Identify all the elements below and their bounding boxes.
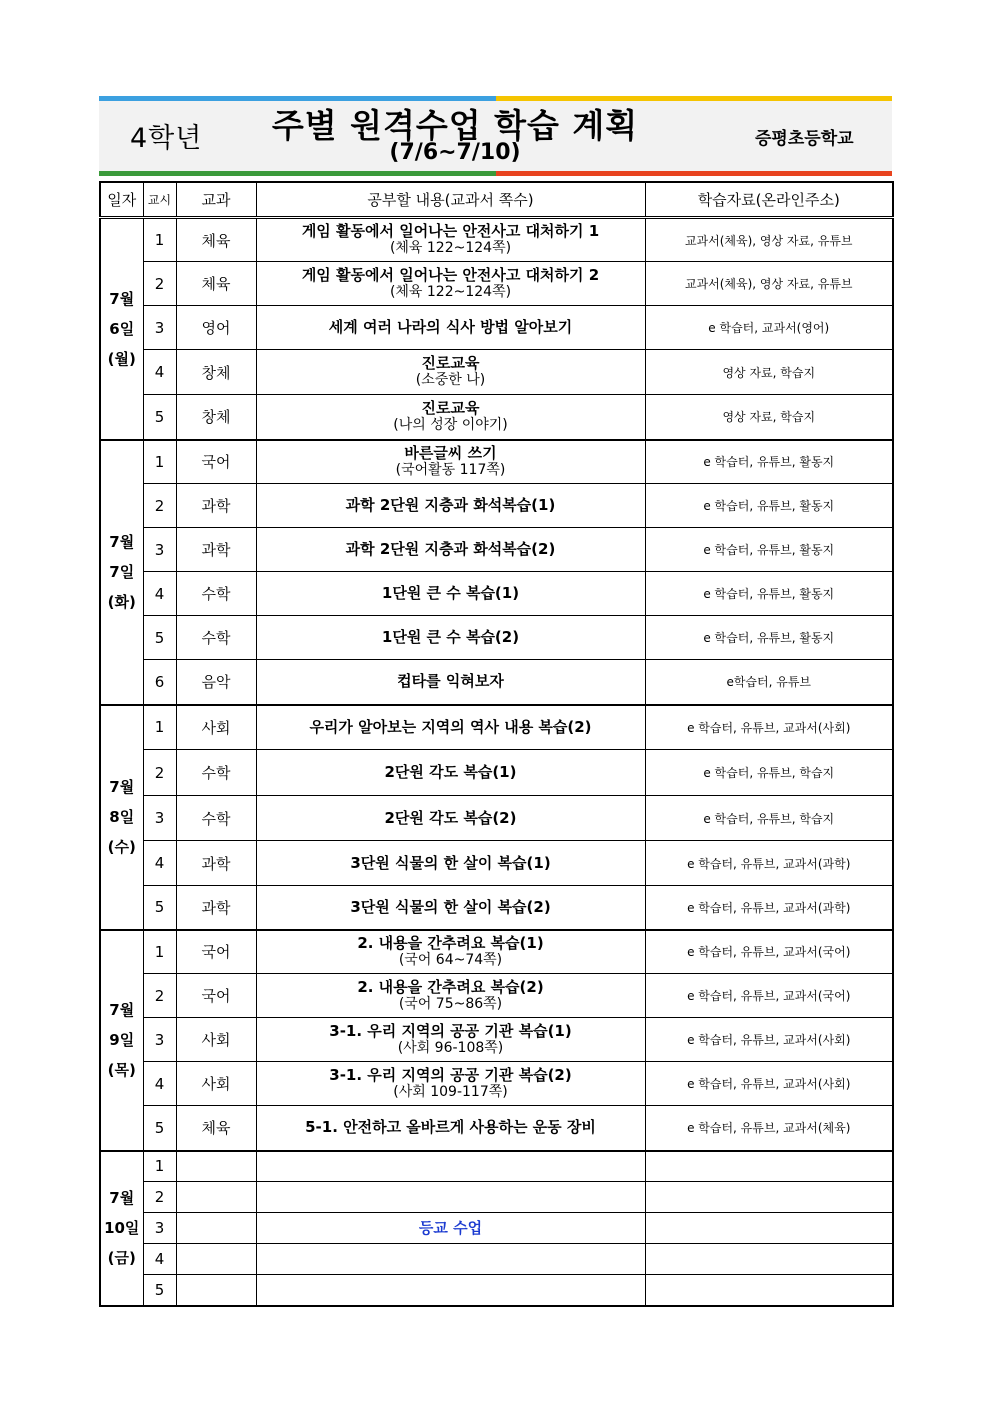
content-main: 과학 2단원 지층과 화석복습(1) — [345, 496, 556, 514]
stripe-bottom-left — [99, 171, 496, 176]
table-row — [100, 750, 893, 796]
stripe-bottom-right — [496, 171, 892, 176]
subject-cell: 과학 — [176, 528, 256, 572]
content-cell — [256, 616, 645, 660]
subject-cell: 과학 — [176, 484, 256, 528]
content-cell — [256, 440, 645, 484]
subject-cell — [176, 1275, 256, 1306]
table-row — [100, 841, 893, 886]
col-subject-header: 교과 — [176, 182, 256, 218]
content-main: 2단원 각도 복습(1) — [384, 763, 517, 781]
in-person-class-note: 등교 수업 — [256, 1213, 645, 1244]
table-row — [100, 484, 893, 528]
schedule-body — [100, 218, 893, 1306]
content-main: 게임 활동에서 일어나는 안전사고 대처하기 2 — [301, 265, 600, 284]
content-cell — [256, 350, 645, 395]
content-main: 진로교육 — [421, 354, 480, 372]
subject-cell: 국어 — [176, 440, 256, 484]
content-pages: (사회 96-108쪽) — [397, 1039, 504, 1056]
table-header-row — [100, 182, 893, 218]
content-pages: (소중한 나) — [415, 372, 486, 388]
content-main: 3단원 식물의 한 살이 복습(1) — [350, 853, 551, 872]
content-cell — [256, 1018, 645, 1062]
content-cell — [256, 750, 645, 796]
content-pages: (나의 성장 이야기) — [393, 416, 508, 433]
table-row — [100, 1213, 893, 1244]
content-cell — [256, 1151, 645, 1182]
resources-cell — [645, 1275, 893, 1306]
content-pages: (체육 122~124쪽) — [389, 283, 512, 300]
period-cell: 5 — [143, 616, 176, 660]
resources-cell: e 학습터, 유튜브, 교과서(사회) — [645, 1018, 893, 1062]
date-line: 7월 — [109, 1001, 135, 1019]
content-main: 3-1. 우리 지역의 공공 기관 복습(2) — [329, 1065, 572, 1084]
content-pages: (체육 122~124쪽) — [389, 240, 512, 256]
subject-cell — [176, 1244, 256, 1275]
date-line: (화) — [107, 593, 136, 611]
table-row — [100, 350, 893, 395]
content-main: 5-1. 안전하고 올바르게 사용하는 운동 장비 — [305, 1118, 596, 1137]
table-row — [100, 395, 893, 440]
table-row — [100, 1151, 893, 1182]
resources-cell: e 학습터, 유튜브, 교과서(사회) — [645, 1062, 893, 1106]
content-cell — [256, 528, 645, 572]
table-row — [100, 660, 893, 705]
col-period-header: 교시 — [143, 182, 176, 218]
resources-cell: e 학습터, 유튜브, 교과서(국어) — [645, 930, 893, 974]
content-main: 3단원 식물의 한 살이 복습(2) — [350, 897, 551, 916]
resources-cell: 영상 자료, 학습지 — [645, 395, 893, 440]
subject-cell: 창체 — [176, 350, 256, 395]
table-row — [100, 218, 893, 262]
table-row — [100, 1062, 893, 1106]
resources-cell: e 학습터, 유튜브, 활동지 — [645, 616, 893, 660]
table-row — [100, 1018, 893, 1062]
date-line: 10일 — [104, 1219, 140, 1237]
resources-cell: e 학습터, 유튜브, 교과서(체육) — [645, 1106, 893, 1151]
content-main: 1단원 큰 수 복습(2) — [381, 628, 520, 646]
content-main: 2단원 각도 복습(2) — [384, 808, 517, 827]
resources-cell: e 학습터, 유튜브, 활동지 — [645, 572, 893, 616]
resources-cell: 교과서(체육), 영상 자료, 유튜브 — [645, 218, 893, 262]
date-line: (목) — [107, 1061, 136, 1079]
date-line: 7월 — [109, 778, 135, 796]
subject-cell: 수학 — [176, 796, 256, 841]
date-line: 7월 — [109, 1189, 135, 1207]
subject-cell: 수학 — [176, 750, 256, 796]
content-main: 2. 내용을 간추려요 복습(1) — [357, 933, 544, 952]
content-cell — [256, 660, 645, 705]
resources-cell — [645, 1151, 893, 1182]
period-cell: 4 — [143, 841, 176, 886]
period-cell: 3 — [143, 1213, 176, 1244]
resources-cell: 영상 자료, 학습지 — [645, 350, 893, 395]
resources-cell: e 학습터, 유튜브, 교과서(과학) — [645, 886, 893, 930]
period-cell: 2 — [143, 750, 176, 796]
subject-cell: 음악 — [176, 660, 256, 705]
period-cell: 5 — [143, 1275, 176, 1306]
date-line: (금) — [107, 1249, 136, 1267]
period-cell: 3 — [143, 796, 176, 841]
content-cell — [256, 1244, 645, 1275]
subject-cell: 체육 — [176, 1106, 256, 1151]
period-cell: 1 — [143, 440, 176, 484]
content-main: 컵타를 익혀보자 — [397, 672, 504, 691]
table-row — [100, 440, 893, 484]
table-row — [100, 616, 893, 660]
content-pages: (국어 75~86쪽) — [398, 995, 503, 1012]
period-cell: 2 — [143, 484, 176, 528]
content-cell — [256, 974, 645, 1018]
period-cell: 1 — [143, 218, 176, 262]
resources-cell: e 학습터, 유튜브, 교과서(국어) — [645, 974, 893, 1018]
subject-cell — [176, 1151, 256, 1182]
table-row — [100, 572, 893, 616]
resources-cell: e 학습터, 유튜브, 학습지 — [645, 796, 893, 841]
period-cell: 3 — [143, 528, 176, 572]
period-cell: 4 — [143, 572, 176, 616]
col-content-header: 공부할 내용(교과서 쪽수) — [256, 182, 645, 218]
content-main: 1단원 큰 수 복습(1) — [381, 584, 520, 602]
resources-cell — [645, 1213, 893, 1244]
resources-cell: e 학습터, 유튜브, 활동지 — [645, 440, 893, 484]
schedule-table — [99, 181, 894, 1307]
date-line: (월) — [107, 349, 136, 368]
subject-cell: 사회 — [176, 1062, 256, 1106]
period-cell: 5 — [143, 395, 176, 440]
resources-cell: e 학습터, 유튜브, 교과서(사회) — [645, 705, 893, 750]
period-cell: 1 — [143, 1151, 176, 1182]
col-date-header: 일자 — [100, 182, 143, 218]
content-cell — [256, 395, 645, 440]
content-cell — [256, 930, 645, 974]
table-row — [100, 528, 893, 572]
date-cell — [100, 705, 143, 930]
date-line: (수) — [107, 838, 136, 856]
content-cell — [256, 1182, 645, 1213]
period-cell: 2 — [143, 262, 176, 306]
content-pages: (사회 109-117쪽) — [393, 1083, 508, 1100]
subject-cell: 수학 — [176, 616, 256, 660]
content-cell — [256, 1275, 645, 1306]
table-row — [100, 974, 893, 1018]
content-main: 바른글씨 쓰기 — [404, 443, 497, 462]
date-line: 6일 — [109, 319, 135, 338]
date-line: 7월 — [109, 533, 135, 551]
table-row — [100, 796, 893, 841]
period-cell: 5 — [143, 1106, 176, 1151]
content-main: 우리가 알아보는 지역의 역사 내용 복습(2) — [309, 717, 592, 736]
resources-cell — [645, 1182, 893, 1213]
subject-cell: 국어 — [176, 930, 256, 974]
table-row — [100, 705, 893, 750]
table-row — [100, 1182, 893, 1213]
resources-cell — [645, 1244, 893, 1275]
content-main: 3-1. 우리 지역의 공공 기관 복습(1) — [329, 1021, 572, 1040]
date-line: 9일 — [109, 1031, 135, 1049]
period-cell: 6 — [143, 660, 176, 705]
resources-cell: 교과서(체육), 영상 자료, 유튜브 — [645, 262, 893, 306]
school-name: 증평초등학교 — [755, 129, 854, 149]
content-cell — [256, 705, 645, 750]
subject-cell: 체육 — [176, 218, 256, 262]
date-line: 8일 — [109, 808, 135, 826]
content-cell — [256, 572, 645, 616]
subject-cell: 과학 — [176, 886, 256, 930]
date-line: 7일 — [109, 563, 135, 581]
table-row — [100, 262, 893, 306]
content-main: 세계 여러 나라의 식사 방법 알아보기 — [328, 318, 573, 336]
period-cell: 4 — [143, 1062, 176, 1106]
page-title: 주별 원격수업 학습 계획 — [271, 106, 639, 145]
period-cell: 4 — [143, 350, 176, 395]
content-cell — [256, 262, 645, 306]
subject-cell: 사회 — [176, 705, 256, 750]
content-cell — [256, 484, 645, 528]
subject-cell — [176, 1182, 256, 1213]
period-cell: 3 — [143, 306, 176, 350]
table-row — [100, 930, 893, 974]
col-resources-header: 학습자료(온라인주소) — [645, 182, 893, 218]
table-row — [100, 1106, 893, 1151]
content-main: 게임 활동에서 일어나는 안전사고 대처하기 1 — [301, 222, 600, 240]
resources-cell: e 학습터, 유튜브, 활동지 — [645, 484, 893, 528]
content-pages: (국어활동 117쪽) — [395, 461, 506, 478]
content-main: 진로교육 — [421, 398, 480, 417]
table-row — [100, 886, 893, 930]
table-row — [100, 306, 893, 350]
content-cell — [256, 886, 645, 930]
table-row — [100, 1244, 893, 1275]
table-row — [100, 1275, 893, 1306]
resources-cell: e 학습터, 유튜브, 학습지 — [645, 750, 893, 796]
date-cell — [100, 218, 143, 440]
period-cell: 1 — [143, 930, 176, 974]
resources-cell: e 학습터, 유튜브, 활동지 — [645, 528, 893, 572]
resources-cell: e 학습터, 유튜브, 교과서(과학) — [645, 841, 893, 886]
content-pages: (국어 64~74쪽) — [398, 951, 503, 968]
period-cell: 1 — [143, 705, 176, 750]
date-cell — [100, 1151, 143, 1306]
content-cell — [256, 841, 645, 886]
date-line: 7월 — [109, 289, 135, 308]
content-cell — [256, 796, 645, 841]
subject-cell: 사회 — [176, 1018, 256, 1062]
content-main: 과학 2단원 지층과 화석복습(2) — [345, 540, 556, 558]
date-range: (7/6~7/10) — [389, 140, 521, 165]
grade-label: 4학년 — [130, 123, 203, 154]
content-cell — [256, 218, 645, 262]
content-cell — [256, 1062, 645, 1106]
subject-cell — [176, 1213, 256, 1244]
subject-cell: 체육 — [176, 262, 256, 306]
period-cell: 2 — [143, 1182, 176, 1213]
resources-cell: e 학습터, 교과서(영어) — [645, 306, 893, 350]
resources-cell: e학습터, 유튜브 — [645, 660, 893, 705]
period-cell: 4 — [143, 1244, 176, 1275]
subject-cell: 국어 — [176, 974, 256, 1018]
content-cell — [256, 306, 645, 350]
date-cell — [100, 440, 143, 705]
date-cell — [100, 930, 143, 1151]
subject-cell: 창체 — [176, 395, 256, 440]
content-cell — [256, 1106, 645, 1151]
period-cell: 5 — [143, 886, 176, 930]
subject-cell: 영어 — [176, 306, 256, 350]
content-main: 2. 내용을 간추려요 복습(2) — [357, 977, 544, 996]
subject-cell: 수학 — [176, 572, 256, 616]
period-cell: 3 — [143, 1018, 176, 1062]
subject-cell: 과학 — [176, 841, 256, 886]
period-cell: 2 — [143, 974, 176, 1018]
